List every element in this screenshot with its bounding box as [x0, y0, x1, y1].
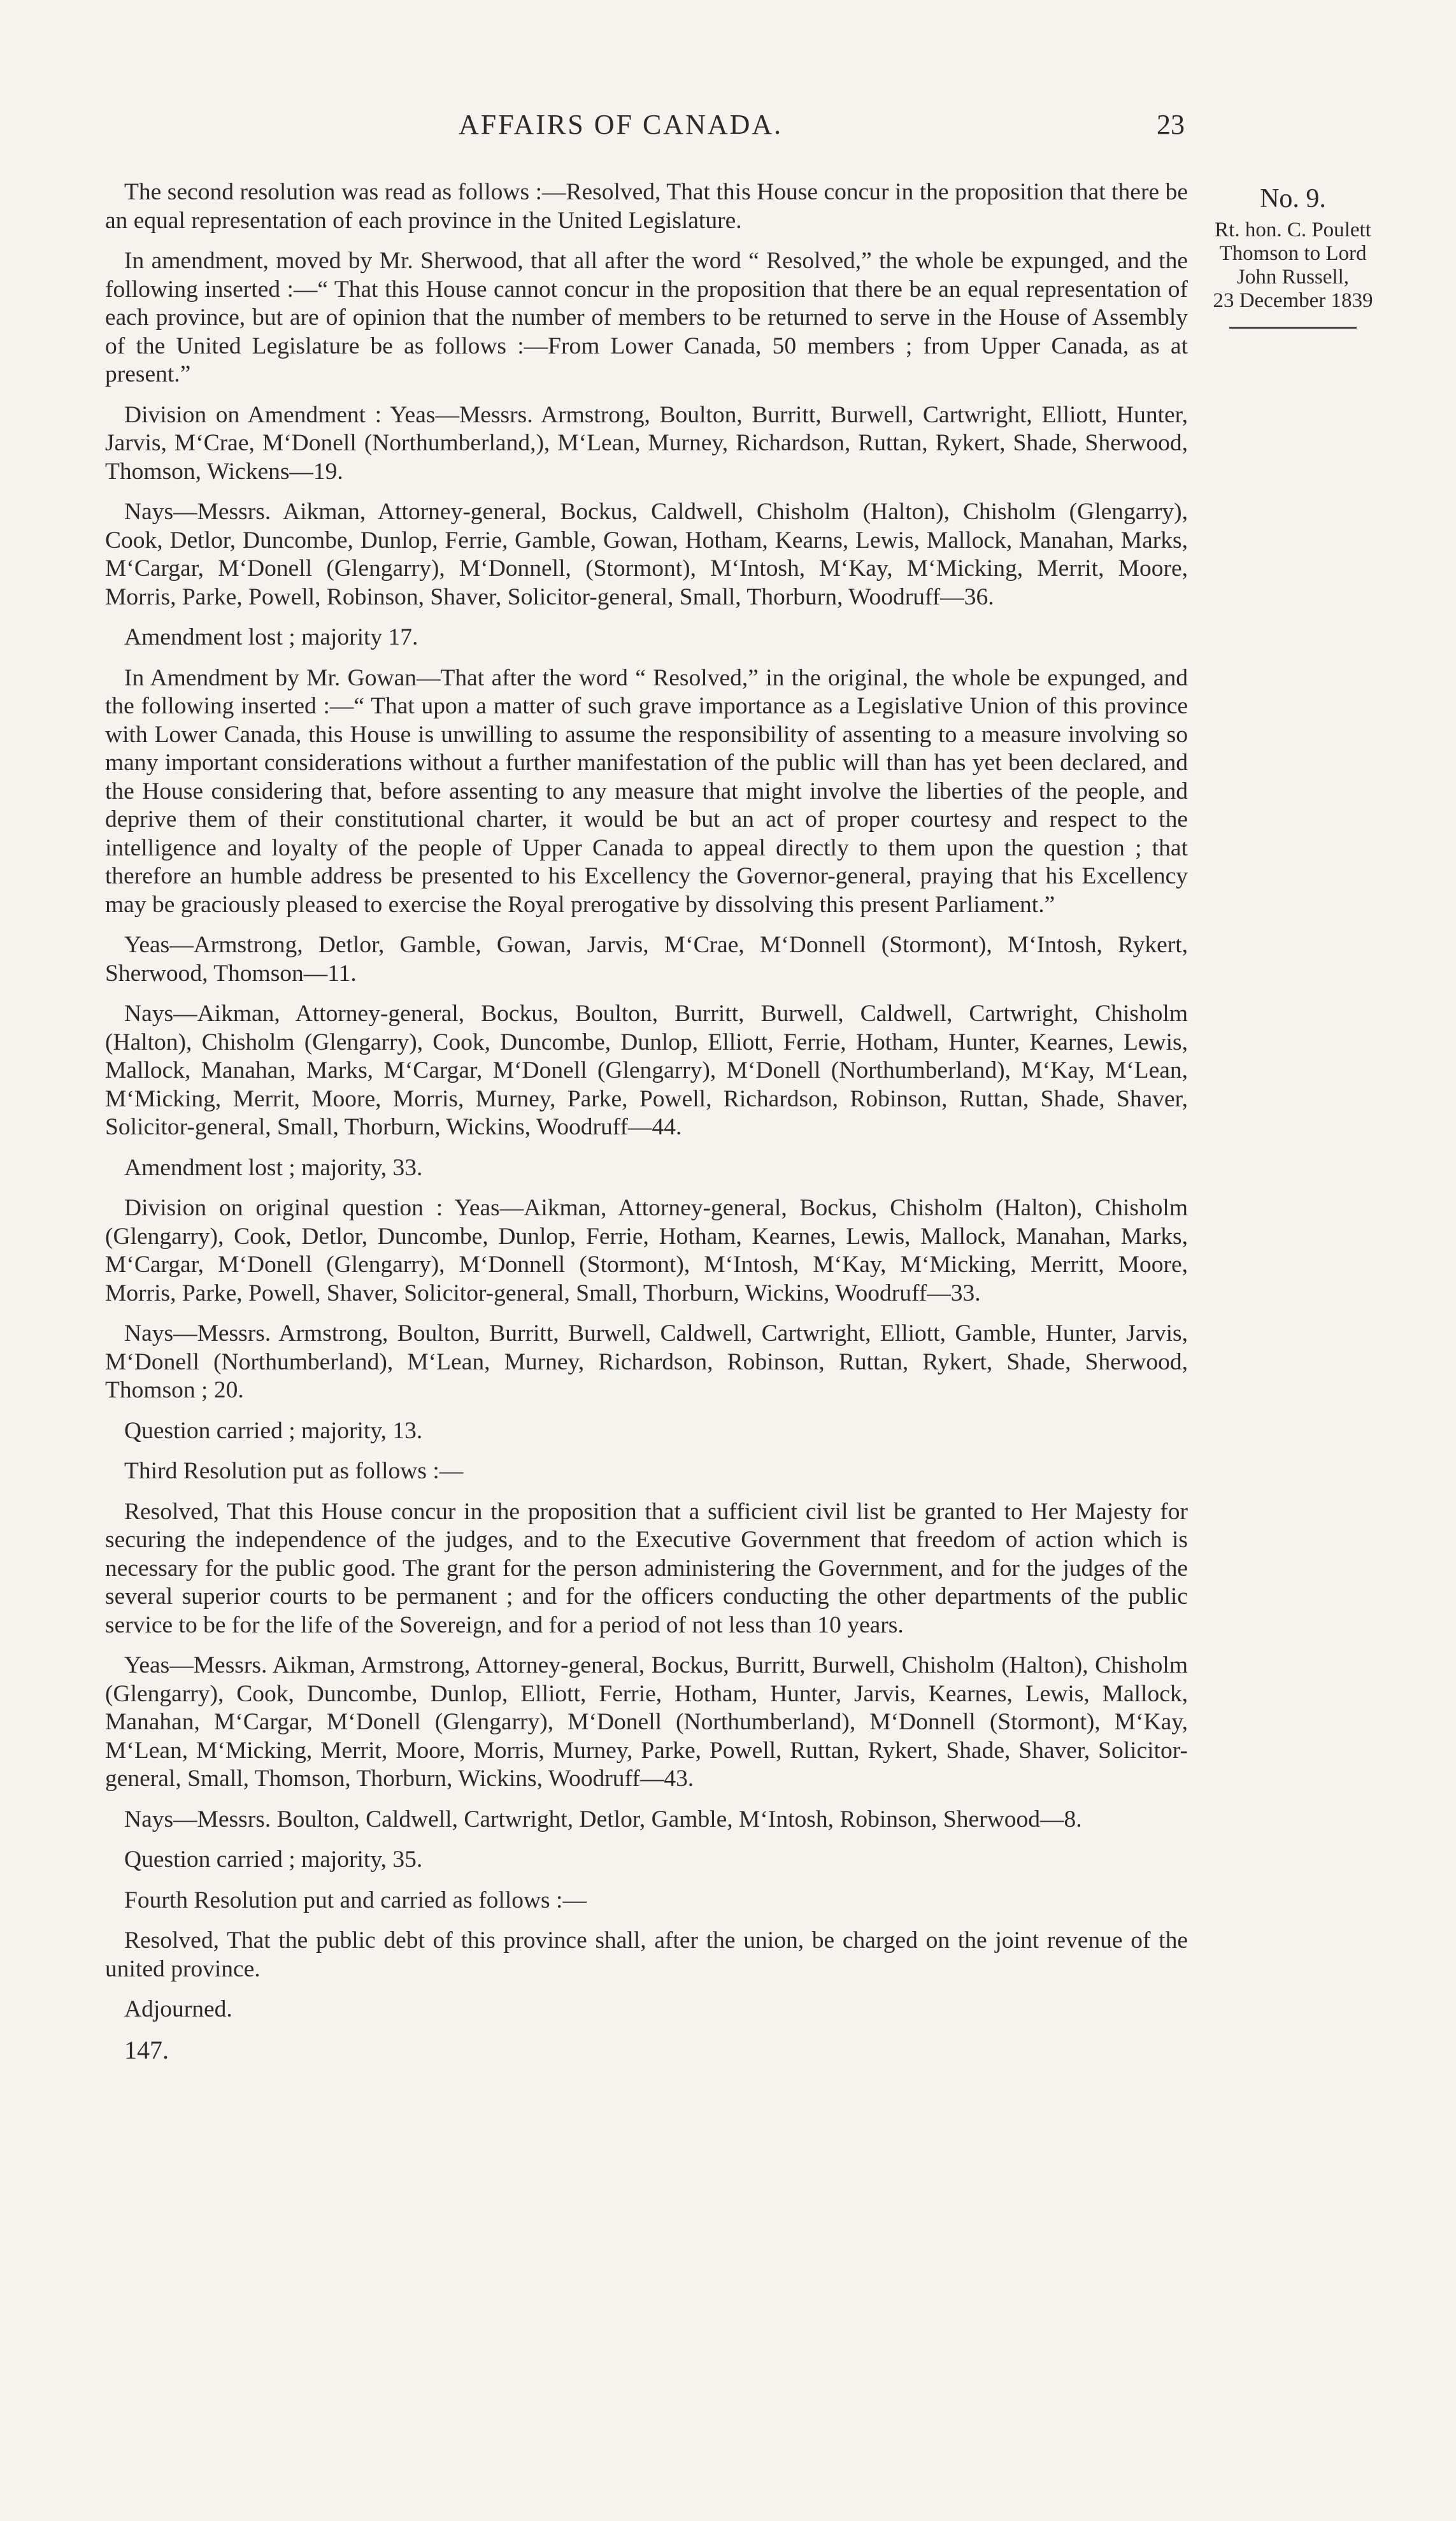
paragraph: Yeas—Messrs. Aikman, Armstrong, Attorney-general, Bockus, Burritt, Burwell, Chisholm (Halton), Chisholm (Glengarry), Cook, Duncombe, Dunlop, Elliott, Ferrie, Hotham, Hunter, Jarvis, Kearnes, Lewis, Mallock, Manahan, M‘Cargar, M‘Donell (Glengarry), M‘Donell (Northumberland), M‘Donnell (Stormont), M‘Kay, M‘Lean, M‘Micking, Merrit, Moore, Morris, Murney, Parke, Powell, Ruttan, Rykert, Shade, Shaver, Solicitor-general, Small, Thomson, Thorburn, Wickins, Woodruff—43. [105, 1652, 1188, 1792]
paragraph: Division on Amendment : Yeas—Messrs. Armstrong, Boulton, Burritt, Burwell, Cartwright, Elliott, Hunter, Jarvis, M‘Crae, M‘Donell (Northumberland,), M‘Lean, Murney, Richardson, Ruttan, Rykert, Shade, Sherwood, Thomson, Wickens—19. [105, 401, 1188, 485]
paragraph: Resolved, That the public debt of this province shall, after the union, be charged on the joint revenue of the united province. [105, 1927, 1188, 1982]
document-number: No. 9. [1260, 184, 1326, 213]
page-header [102, 108, 1185, 159]
page-number: 23 [1157, 109, 1185, 140]
paragraph: Third Resolution put as follows :— [124, 1458, 464, 1484]
paragraph: Division on original question : Yeas—Aikman, Attorney-general, Bockus, Chisholm (Halton), Chisholm (Glengarry), Cook, Detlor, Duncombe, Dunlop, Ferrie, Hotham, Kearnes, Lewis, Mallock, Manahan, Marks, M‘Cargar, M‘Donell (Glengarry), M‘Donnell (Stormont), M‘Intosh, M‘Kay, M‘Micking, Merritt, Moore, Morris, Parke, Powell, Shaver, Solicitor-general, Small, Thorburn, Wickins, Woodruff—33. [105, 1195, 1188, 1306]
paragraph: Adjourned. [124, 1996, 232, 2022]
paragraph: In amendment, moved by Mr. Sherwood, that all after the word “ Resolved,” the whole be expunged, and the following inserted :—“ That this House cannot concur in the proposition that there be an equal representation of each province, but are of opinion that the number of members to be returned to serve in the House of Assembly of the United Legislature be as follows :—From Lower Canada, 50 members ; from Upper Canada, as at present.” [105, 248, 1188, 387]
body-text [105, 178, 1188, 2076]
paragraph: Question carried ; majority, 13. [124, 1417, 423, 1444]
paragraph: Nays—Messrs. Boulton, Caldwell, Cartwright, Detlor, Gamble, M‘Intosh, Robinson, Sherwood—8. [124, 1806, 1082, 1832]
paragraph: In Amendment by Mr. Gowan—That after the word “ Resolved,” in the original, the whole be expunged, and the following inserted :—“ That upon a matter of such grave importance as a Legislative Union of this province with Lower Canada, this House is unwilling to assume the responsibility of assenting to a measure involving so many important considerations without a further manifestation of the public will than has yet been declared, and the House considering that, before assenting to any measure that might involve the liberties of the people, and deprive them of their constitutional charter, it would be but an act of proper courtesy and respect to the intelligence and loyalty of the people of Upper Canada to appeal directly to them upon the question ; that therefore an humble address be presented to his Excellency the Governor-general, praying that his Excellency may be graciously pleased to exercise the Royal prerogative by dissolving this present Parliament.” [105, 664, 1188, 918]
paragraph: Yeas—Armstrong, Detlor, Gamble, Gowan, Jarvis, M‘Crae, M‘Donnell (Stormont), M‘Intosh, Rykert, Sherwood, Thomson—11. [105, 932, 1188, 987]
margin-note [1197, 182, 1388, 329]
paragraph: Fourth Resolution put and carried as follows :— [124, 1887, 587, 1913]
paragraph: Amendment lost ; majority, 33. [124, 1154, 423, 1181]
signature-mark: 147. [124, 2035, 169, 2064]
paragraph: The second resolution was read as follows :—Resolved, That this House concur in the proposition that there be an equal representation of each province in the United Legislature. [105, 179, 1188, 234]
margin-note-line: 23 December 1839 [1213, 289, 1373, 312]
paragraph: Nays—Messrs. Armstrong, Boulton, Burritt, Burwell, Caldwell, Cartwright, Elliott, Gamble, Hunter, Jarvis, M‘Donell (Northumberland), M‘Lean, Murney, Richardson, Robinson, Ruttan, Rykert, Shade, Sherwood, Thomson ; 20. [105, 1320, 1188, 1403]
paragraph: Amendment lost ; majority 17. [124, 624, 418, 650]
paragraph: Nays—Aikman, Attorney-general, Bockus, Boulton, Burritt, Burwell, Caldwell, Cartwright, Chisholm (Halton), Chisholm (Glengarry), Cook, Duncombe, Dunlop, Elliott, Ferrie, Hotham, Hunter, Kearnes, Lewis, Mallock, Manahan, Marks, M‘Cargar, M‘Donell (Glengarry), M‘Donell (Northumberland), M‘Kay, M‘Lean, M‘Micking, Merrit, Moore, Morris, Murney, Parke, Powell, Richardson, Robinson, Ruttan, Shade, Shaver, Solicitor-general, Small, Thorburn, Wickins, Woodruff—44. [105, 1001, 1188, 1140]
paragraph: Resolved, That this House concur in the proposition that a sufficient civil list be granted to Her Majesty for securing the independence of the judges, and to the Executive Government that freedom of action which is necessary for the public good. The grant for the person administering the Government, and for the judges of the several superior courts to be permanent ; and for the officers conducting the other departments of the public service to be for the life of the Sovereign, and for a period of not less than 10 years. [105, 1498, 1188, 1638]
paragraph: Question carried ; majority, 35. [124, 1846, 423, 1873]
margin-note-line: Thomson to Lord [1219, 242, 1367, 265]
paragraph: Nays—Messrs. Aikman, Attorney-general, Bockus, Caldwell, Chisholm (Halton), Chisholm (Glengarry), Cook, Detlor, Duncombe, Dunlop, Ferrie, Gamble, Gowan, Hotham, Kearns, Lewis, Mallock, Manahan, Marks, M‘Cargar, M‘Donell (Glengarry), M‘Donnell, (Stormont), M‘Intosh, M‘Kay, M‘Micking, Merrit, Moore, Morris, Parke, Powell, Robinson, Shaver, Solicitor-general, Small, Thorburn, Woodruff—36. [105, 499, 1188, 610]
margin-note-rule [1229, 327, 1357, 329]
running-head: AFFAIRS OF CANADA. [459, 109, 783, 140]
margin-note-line: Rt. hon. C. Poulett [1215, 218, 1371, 241]
margin-note-line: John Russell, [1236, 266, 1350, 289]
